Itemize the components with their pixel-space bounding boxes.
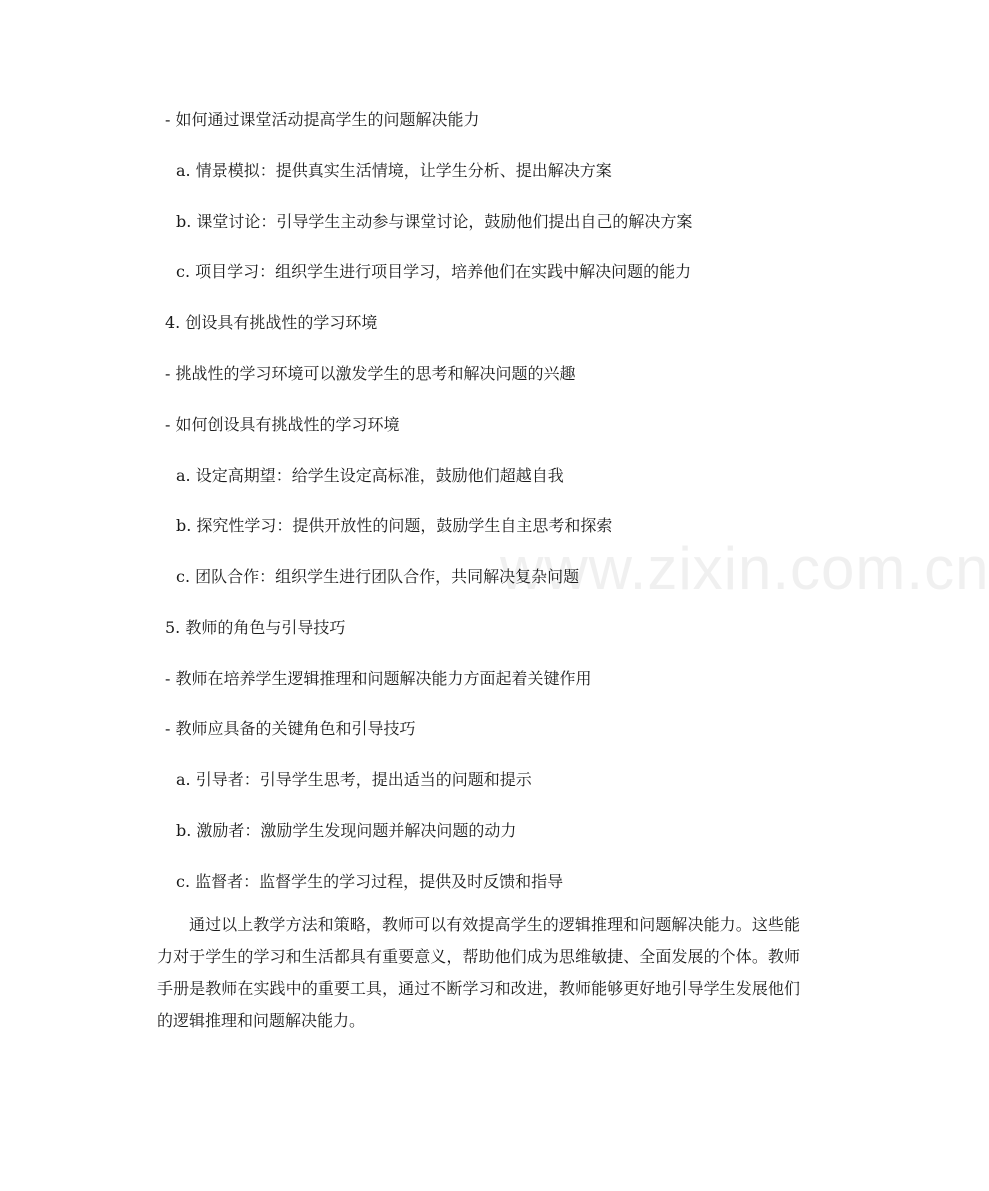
list-item: b. 激励者：激励学生发现问题并解决问题的动力: [176, 821, 517, 840]
watermark: www.zixin.com.cn: [500, 535, 989, 602]
bullet-line: - 如何创设具有挑战性的学习环境: [165, 415, 400, 434]
section-heading: 4. 创设具有挑战性的学习环境: [165, 313, 378, 332]
list-item: c. 项目学习：组织学生进行项目学习，培养他们在实践中解决问题的能力: [176, 262, 692, 281]
conclusion-paragraph: [157, 909, 800, 1037]
list-item: c. 团队合作：组织学生进行团队合作，共同解决复杂问题: [176, 567, 580, 586]
bullet-line: - 挑战性的学习环境可以激发学生的思考和解决问题的兴趣: [165, 364, 576, 383]
list-item: a. 设定高期望：给学生设定高标准，鼓励他们超越自我: [176, 466, 564, 485]
bullet-line: - 教师应具备的关键角色和引导技巧: [165, 719, 416, 738]
conclusion-text: 通过以上教学方法和策略，教师可以有效提高学生的逻辑推理和问题解决能力。这些能力对于学生的学习和生活都具有重要意义，帮助他们成为思维敏捷、全面发展的个体。教师手册是教师在实践中的重要工具，通过不断学习和改进，教师能够更好地引导学生发展他们的逻辑推理和问题解决能力。: [157, 915, 800, 1030]
bullet-line: - 如何通过课堂活动提高学生的问题解决能力: [165, 110, 480, 129]
list-item: b. 课堂讨论：引导学生主动参与课堂讨论，鼓励他们提出自己的解决方案: [176, 212, 693, 231]
list-item: b. 探究性学习：提供开放性的问题，鼓励学生自主思考和探索: [176, 516, 613, 535]
list-item: a. 情景模拟：提供真实生活情境，让学生分析、提出解决方案: [176, 161, 612, 180]
section-heading: 5. 教师的角色与引导技巧: [165, 618, 346, 637]
list-item: a. 引导者：引导学生思考，提出适当的问题和提示: [176, 770, 532, 789]
bullet-line: - 教师在培养学生逻辑推理和问题解决能力方面起着关键作用: [165, 669, 592, 688]
list-item: c. 监督者：监督学生的学习过程，提供及时反馈和指导: [176, 872, 564, 891]
